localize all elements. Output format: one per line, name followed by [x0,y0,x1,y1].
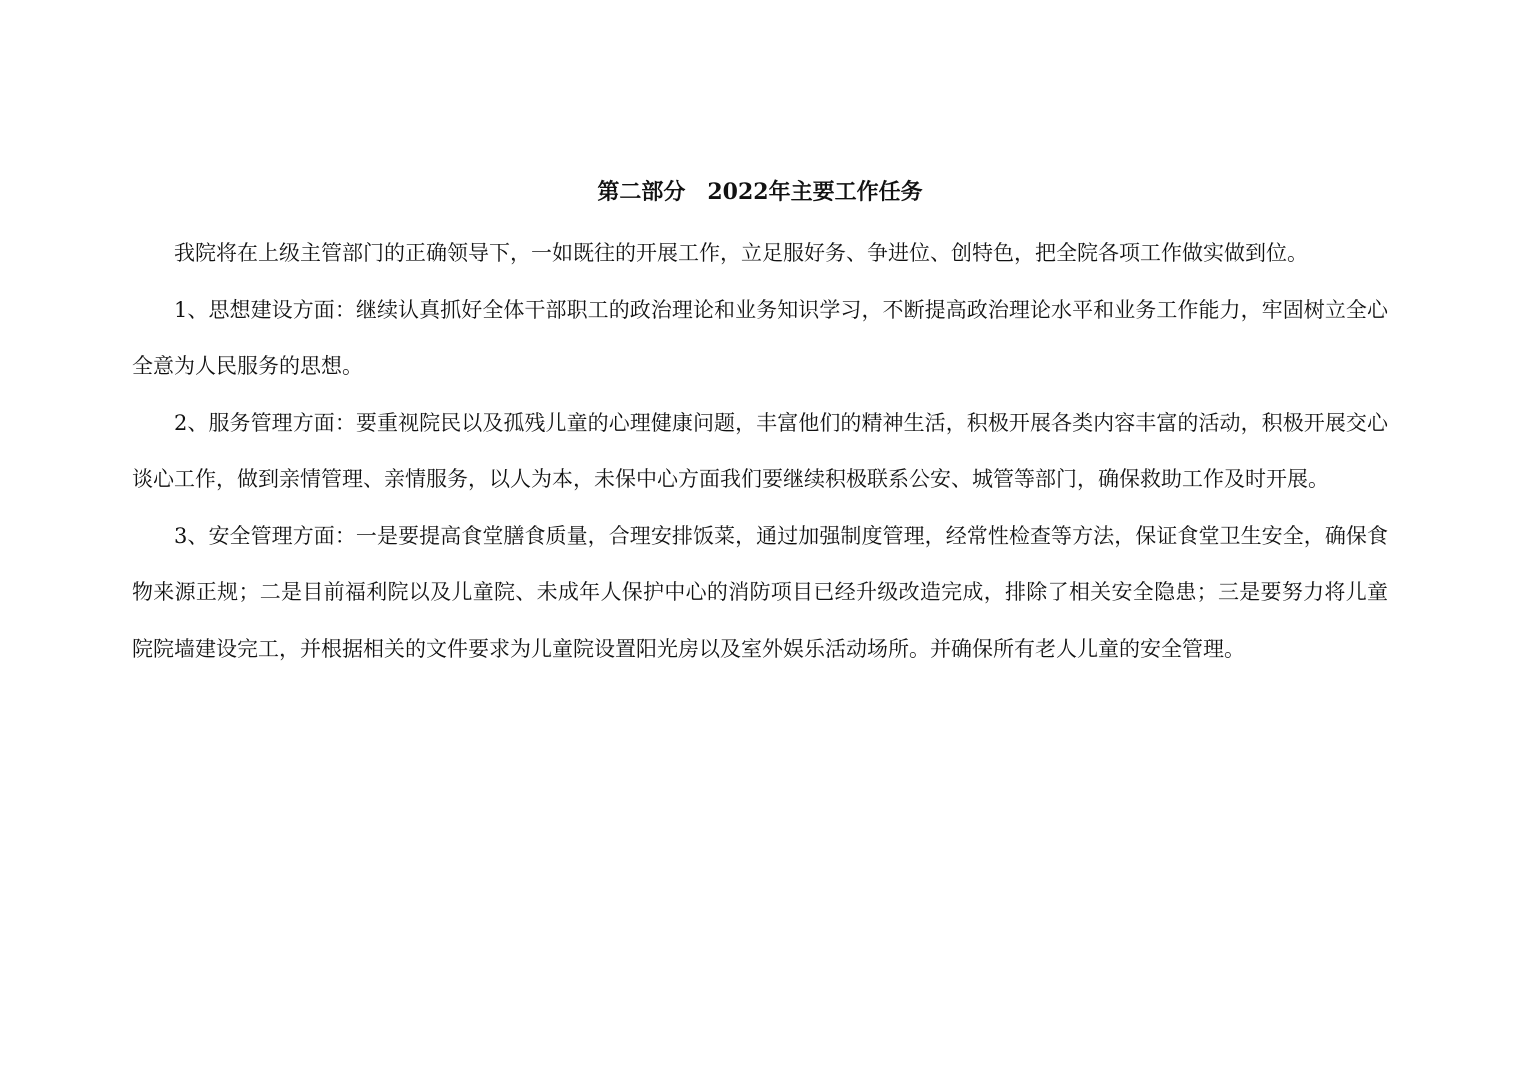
document-body [132,225,1388,677]
intro-paragraph: 我院将在上级主管部门的正确领导下，一如既往的开展工作，立足服好务、争进位、创特色，把全院各项工作做实做到位。 [174,241,1308,265]
section-title: 第二部分 2022年主要工作任务 [597,179,923,205]
safety-management-paragraph: 3、安全管理方面：一是要提高食堂膳食质量，合理安排饭菜，通过加强制度管理，经常性检查等方法，保证食堂卫生安全，确保食物来源正规；二是目前福利院以及儿童院、未成年人保护中心的消防项目已经升级改造完成，排除了相关安全隐患；三是要努力将儿童院院墙建设完工，并根据相关的文件要求为儿童院设置阳光房以及室外娱乐活动场所。并确保所有老人儿童的安全管理。 [132,523,1388,661]
service-management-paragraph: 2、服务管理方面：要重视院民以及孤残儿童的心理健康问题，丰富他们的精神生活，积极开展各类内容丰富的活动，积极开展交心谈心工作，做到亲情管理、亲情服务，以人为本，未保中心方面我们要继续积极联系公安、城管等部门，确保救助工作及时开展。 [132,410,1388,491]
ideological-building-paragraph: 1、思想建设方面：继续认真抓好全体干部职工的政治理论和业务知识学习，不断提高政治理论水平和业务工作能力，牢固树立全心全意为人民服务的思想。 [132,297,1388,378]
